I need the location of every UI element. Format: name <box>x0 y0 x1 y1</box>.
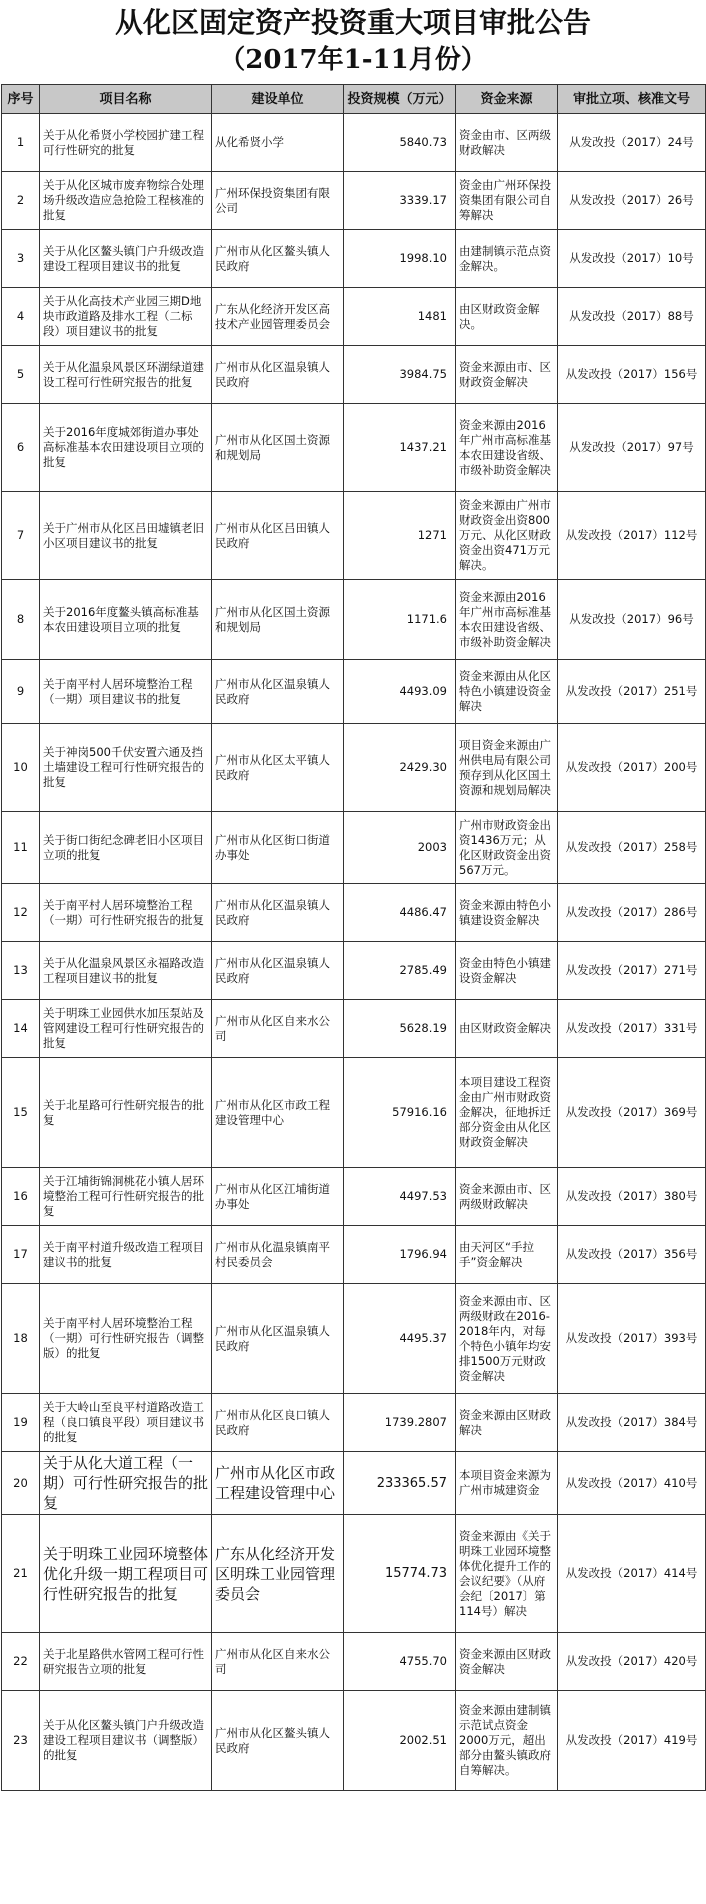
table-row <box>2 1058 706 1168</box>
funding-source: 资金来源由2016年广州市高标准基本农田建设省级、市级补助资金解决 <box>456 404 558 492</box>
approval-document-number: 从发改投（2017）384号 <box>558 1394 706 1452</box>
construction-unit: 广州市从化区国土资源和规划局 <box>212 580 344 660</box>
construction-unit: 广州市从化区市政工程建设管理中心 <box>212 1058 344 1168</box>
row-number: 18 <box>2 1284 40 1394</box>
investment-amount: 1998.10 <box>344 230 456 288</box>
project-name: 关于明珠工业园环境整体优化升级一期工程项目可行性研究报告的批复 <box>40 1515 212 1633</box>
approval-document-number: 从发改投（2017）24号 <box>558 114 706 172</box>
column-header: 资金来源 <box>456 85 558 114</box>
funding-source: 本项目资金来源为广州市城建资金 <box>456 1452 558 1515</box>
project-name: 关于从化温泉风景区永福路改造工程项目建议书的批复 <box>40 942 212 1000</box>
table-row <box>2 346 706 404</box>
project-name: 关于2016年度城郊街道办事处高标准基本农田建设项目立项的批复 <box>40 404 212 492</box>
table-row <box>2 1633 706 1691</box>
row-number: 19 <box>2 1394 40 1452</box>
funding-source: 资金来源由市、区两级财政在2016-2018年内，对每个特色小镇年均安排1500万元财政资金解决 <box>456 1284 558 1394</box>
approval-document-number: 从发改投（2017）419号 <box>558 1691 706 1791</box>
project-name: 关于大岭山至良平村道路改造工程（良口镇良平段）项目建议书的批复 <box>40 1394 212 1452</box>
column-header: 投资规模（万元） <box>344 85 456 114</box>
construction-unit: 广州市从化区市政工程建设管理中心 <box>212 1452 344 1515</box>
construction-unit: 广州市从化区良口镇人民政府 <box>212 1394 344 1452</box>
funding-source: 由区财政资金解决 <box>456 1000 558 1058</box>
investment-amount: 4497.53 <box>344 1168 456 1226</box>
approval-document-number: 从发改投（2017）414号 <box>558 1515 706 1633</box>
approval-document-number: 从发改投（2017）88号 <box>558 288 706 346</box>
row-number: 20 <box>2 1452 40 1515</box>
funding-source: 资金来源由建制镇示范试点资金2000万元，超出部分由鳌头镇政府自筹解决。 <box>456 1691 558 1791</box>
table-row <box>2 1284 706 1394</box>
construction-unit: 广州市从化区温泉镇人民政府 <box>212 346 344 404</box>
table-row <box>2 492 706 580</box>
row-number: 14 <box>2 1000 40 1058</box>
investment-amount: 2003 <box>344 812 456 884</box>
table-row <box>2 114 706 172</box>
project-name: 关于神岗500千伏安置六通及挡土墙建设工程可行性研究报告的批复 <box>40 724 212 812</box>
funding-source: 资金来源由从化区特色小镇建设资金解决 <box>456 660 558 724</box>
project-name: 关于广州市从化区吕田墟镇老旧小区项目建议书的批复 <box>40 492 212 580</box>
row-number: 15 <box>2 1058 40 1168</box>
funding-source: 资金来源由区财政资金解决 <box>456 1633 558 1691</box>
table-row <box>2 1226 706 1284</box>
investment-amount: 2429.30 <box>344 724 456 812</box>
project-name: 关于街口街纪念碑老旧小区项目立项的批复 <box>40 812 212 884</box>
project-name: 关于从化区鳌头镇门户升级改造建设工程项目建议书的批复 <box>40 230 212 288</box>
row-number: 22 <box>2 1633 40 1691</box>
investment-amount: 4495.37 <box>344 1284 456 1394</box>
table-header-row <box>2 85 706 114</box>
row-number: 12 <box>2 884 40 942</box>
project-name: 关于从化温泉风景区环湖绿道建设工程可行性研究报告的批复 <box>40 346 212 404</box>
row-number: 10 <box>2 724 40 812</box>
investment-amount: 1796.94 <box>344 1226 456 1284</box>
funding-source: 本项目建设工程资金由广州市财政资金解决，征地拆迁部分资金由从化区财政资金解决 <box>456 1058 558 1168</box>
construction-unit: 广州市从化区街口街道办事处 <box>212 812 344 884</box>
construction-unit: 广州市从化区国土资源和规划局 <box>212 404 344 492</box>
approval-document-number: 从发改投（2017）96号 <box>558 580 706 660</box>
investment-amount: 1739.2807 <box>344 1394 456 1452</box>
project-name: 关于从化区城市废弃物综合处理场升级改造应急抢险工程核准的批复 <box>40 172 212 230</box>
funding-source: 资金来源由市、区财政资金解决 <box>456 346 558 404</box>
investment-amount: 4486.47 <box>344 884 456 942</box>
construction-unit: 广州市从化温泉镇南平村民委员会 <box>212 1226 344 1284</box>
construction-unit: 广州市从化区温泉镇人民政府 <box>212 942 344 1000</box>
project-name: 关于北星路可行性研究报告的批复 <box>40 1058 212 1168</box>
row-number: 1 <box>2 114 40 172</box>
construction-unit: 广州市从化区鳌头镇人民政府 <box>212 230 344 288</box>
construction-unit: 广州市从化区温泉镇人民政府 <box>212 884 344 942</box>
investment-amount: 1437.21 <box>344 404 456 492</box>
project-name: 关于江埔街锦洞桃花小镇人居环境整治工程可行性研究报告的批复 <box>40 1168 212 1226</box>
table-row <box>2 884 706 942</box>
approval-document-number: 从发改投（2017）410号 <box>558 1452 706 1515</box>
construction-unit: 从化希贤小学 <box>212 114 344 172</box>
table-row <box>2 288 706 346</box>
investment-amount: 1481 <box>344 288 456 346</box>
funding-source: 广州市财政资金出资1436万元；从化区财政资金出资567万元。 <box>456 812 558 884</box>
investment-amount: 3339.17 <box>344 172 456 230</box>
investment-amount: 5628.19 <box>344 1000 456 1058</box>
row-number: 23 <box>2 1691 40 1791</box>
project-name: 关于2016年度鳌头镇高标准基本农田建设项目立项的批复 <box>40 580 212 660</box>
approval-document-number: 从发改投（2017）251号 <box>558 660 706 724</box>
project-name: 关于从化区鳌头镇门户升级改造建设工程项目建议书（调整版）的批复 <box>40 1691 212 1791</box>
funding-source: 资金来源由2016年广州市高标准基本农田建设省级、市级补助资金解决 <box>456 580 558 660</box>
construction-unit: 广州市从化区温泉镇人民政府 <box>212 1284 344 1394</box>
approval-document-number: 从发改投（2017）156号 <box>558 346 706 404</box>
project-name: 关于从化高技术产业园三期D地块市政道路及排水工程（二标段）项目建议书的批复 <box>40 288 212 346</box>
funding-source: 资金由市、区两级财政解决 <box>456 114 558 172</box>
table-row <box>2 1000 706 1058</box>
title-line-2: （2017年1-11月份） <box>219 45 487 75</box>
table-row <box>2 1691 706 1791</box>
table-row <box>2 1452 706 1515</box>
funding-source: 资金来源由特色小镇建设资金解决 <box>456 884 558 942</box>
column-header: 审批立项、核准文号 <box>558 85 706 114</box>
funding-source: 资金来源由区财政解决 <box>456 1394 558 1452</box>
approval-document-number: 从发改投（2017）393号 <box>558 1284 706 1394</box>
row-number: 6 <box>2 404 40 492</box>
construction-unit: 广州市从化区鳌头镇人民政府 <box>212 1691 344 1791</box>
project-name: 关于南平村人居环境整治工程（一期）可行性研究报告（调整版）的批复 <box>40 1284 212 1394</box>
construction-unit: 广东从化经济开发区高技术产业园管理委员会 <box>212 288 344 346</box>
funding-source: 由建制镇示范点资金解决。 <box>456 230 558 288</box>
approval-document-number: 从发改投（2017）112号 <box>558 492 706 580</box>
approval-document-number: 从发改投（2017）200号 <box>558 724 706 812</box>
approval-document-number: 从发改投（2017）286号 <box>558 884 706 942</box>
approval-document-number: 从发改投（2017）10号 <box>558 230 706 288</box>
announcement-title <box>0 0 706 84</box>
approval-document-number: 从发改投（2017）380号 <box>558 1168 706 1226</box>
row-number: 4 <box>2 288 40 346</box>
row-number: 9 <box>2 660 40 724</box>
column-header: 建设单位 <box>212 85 344 114</box>
approval-document-number: 从发改投（2017）258号 <box>558 812 706 884</box>
construction-unit: 广州市从化区江埔街道办事处 <box>212 1168 344 1226</box>
row-number: 8 <box>2 580 40 660</box>
project-name: 关于从化大道工程（一期）可行性研究报告的批复 <box>40 1452 212 1515</box>
investment-amount: 2785.49 <box>344 942 456 1000</box>
construction-unit: 广州市从化区太平镇人民政府 <box>212 724 344 812</box>
project-name: 关于南平村人居环境整治工程（一期）可行性研究报告的批复 <box>40 884 212 942</box>
construction-unit: 广东从化经济开发区明珠工业园管理委员会 <box>212 1515 344 1633</box>
project-name: 关于南平村道升级改造工程项目建议书的批复 <box>40 1226 212 1284</box>
table-row <box>2 580 706 660</box>
project-name: 关于明珠工业园供水加压泵站及管网建设工程可行性研究报告的批复 <box>40 1000 212 1058</box>
table-row <box>2 724 706 812</box>
table-row <box>2 172 706 230</box>
funding-source: 由天河区“手拉手”资金解决 <box>456 1226 558 1284</box>
investment-amount: 2002.51 <box>344 1691 456 1791</box>
investment-amount: 233365.57 <box>344 1452 456 1515</box>
approval-document-number: 从发改投（2017）331号 <box>558 1000 706 1058</box>
approval-table <box>1 84 706 1791</box>
investment-amount: 4493.09 <box>344 660 456 724</box>
column-header: 序号 <box>2 85 40 114</box>
funding-source: 资金来源由广州市财政资金出资800万元、从化区财政资金出资471万元解决。 <box>456 492 558 580</box>
investment-amount: 1171.6 <box>344 580 456 660</box>
table-row <box>2 230 706 288</box>
table-row <box>2 942 706 1000</box>
investment-amount: 15774.73 <box>344 1515 456 1633</box>
approval-document-number: 从发改投（2017）369号 <box>558 1058 706 1168</box>
funding-source: 资金由特色小镇建设资金解决 <box>456 942 558 1000</box>
funding-source: 资金来源由《关于明珠工业园环境整体优化提升工作的会议纪要》（从府会纪〔2017〕第114号）解决 <box>456 1515 558 1633</box>
investment-amount: 5840.73 <box>344 114 456 172</box>
approval-document-number: 从发改投（2017）26号 <box>558 172 706 230</box>
project-name: 关于南平村人居环境整治工程（一期）项目建议书的批复 <box>40 660 212 724</box>
row-number: 5 <box>2 346 40 404</box>
funding-source: 资金由广州环保投资集团有限公司自筹解决 <box>456 172 558 230</box>
row-number: 3 <box>2 230 40 288</box>
table-row <box>2 1394 706 1452</box>
approval-document-number: 从发改投（2017）271号 <box>558 942 706 1000</box>
investment-amount: 1271 <box>344 492 456 580</box>
funding-source: 由区财政资金解决。 <box>456 288 558 346</box>
table-row <box>2 1515 706 1633</box>
approval-document-number: 从发改投（2017）420号 <box>558 1633 706 1691</box>
funding-source: 资金来源由市、区两级财政解决 <box>456 1168 558 1226</box>
investment-amount: 4755.70 <box>344 1633 456 1691</box>
investment-amount: 57916.16 <box>344 1058 456 1168</box>
construction-unit: 广州市从化区自来水公司 <box>212 1633 344 1691</box>
table-row <box>2 404 706 492</box>
row-number: 2 <box>2 172 40 230</box>
project-name: 关于北星路供水管网工程可行性研究报告立项的批复 <box>40 1633 212 1691</box>
row-number: 11 <box>2 812 40 884</box>
row-number: 17 <box>2 1226 40 1284</box>
table-row <box>2 660 706 724</box>
approval-document-number: 从发改投（2017）356号 <box>558 1226 706 1284</box>
table-row <box>2 812 706 884</box>
table-row <box>2 1168 706 1226</box>
investment-amount: 3984.75 <box>344 346 456 404</box>
project-name: 关于从化希贤小学校园扩建工程可行性研究的批复 <box>40 114 212 172</box>
row-number: 13 <box>2 942 40 1000</box>
row-number: 21 <box>2 1515 40 1633</box>
construction-unit: 广州市从化区吕田镇人民政府 <box>212 492 344 580</box>
construction-unit: 广州市从化区温泉镇人民政府 <box>212 660 344 724</box>
construction-unit: 广州环保投资集团有限公司 <box>212 172 344 230</box>
title-line-1: 从化区固定资产投资重大项目审批公告 <box>114 6 591 39</box>
row-number: 16 <box>2 1168 40 1226</box>
funding-source: 项目资金来源由广州供电局有限公司预存到从化区国土资源和规划局解决 <box>456 724 558 812</box>
approval-document-number: 从发改投（2017）97号 <box>558 404 706 492</box>
construction-unit: 广州市从化区自来水公司 <box>212 1000 344 1058</box>
column-header: 项目名称 <box>40 85 212 114</box>
row-number: 7 <box>2 492 40 580</box>
